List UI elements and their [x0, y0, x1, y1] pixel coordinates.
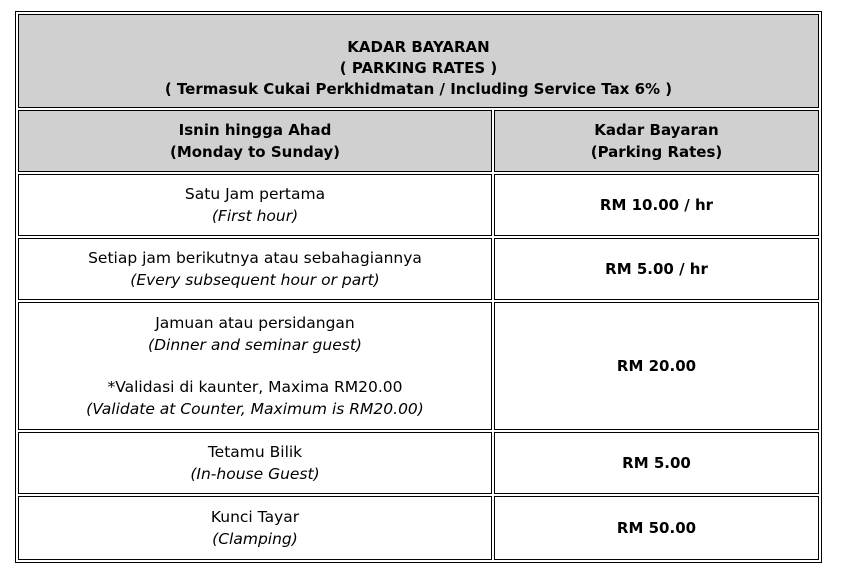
row-4-rate: RM 5.00	[622, 454, 691, 472]
row-3-english: (Dinner and seminar guest)	[148, 336, 362, 354]
row-3-description	[18, 302, 492, 430]
row-1-english: (First hour)	[211, 207, 299, 225]
row-5-rate: RM 50.00	[616, 519, 697, 537]
row-1-rate-cell	[494, 174, 819, 236]
row-2-rate: RM 5.00 / hr	[605, 260, 708, 278]
row-3-note-english: (Validate at Counter, Maximum is RM20.00)	[86, 400, 424, 418]
row-4-rate-cell	[494, 432, 819, 494]
row-4-english: (In-house Guest)	[190, 465, 320, 483]
row-1-malay: Satu Jam pertama	[184, 185, 326, 203]
row-3-rate-cell	[494, 302, 819, 430]
row-1-rate: RM 10.00 / hr	[599, 196, 714, 214]
row-4-description	[18, 432, 492, 494]
row-2-rate-cell	[494, 238, 819, 300]
table-title	[18, 14, 819, 108]
row-2-english: (Every subsequent hour or part)	[130, 271, 380, 289]
title-line-3: ( Termasuk Cukai Perkhidmatan / Including Service Tax 6% )	[164, 79, 673, 98]
header-days	[18, 110, 492, 172]
row-5-malay: Kunci Tayar	[210, 508, 300, 526]
row-1-description	[18, 174, 492, 236]
row-5-rate-cell	[494, 496, 819, 560]
title-line-1: KADAR BAYARAN	[347, 37, 490, 56]
row-3-rate: RM 20.00	[616, 357, 697, 375]
row-5-description	[18, 496, 492, 560]
row-4-malay: Tetamu Bilik	[207, 443, 303, 461]
row-5-english: (Clamping)	[212, 530, 298, 548]
header-days-english: (Monday to Sunday)	[169, 143, 341, 161]
header-days-malay: Isnin hingga Ahad	[178, 121, 332, 139]
header-rates	[494, 110, 819, 172]
title-line-2: ( PARKING RATES )	[339, 58, 498, 77]
header-rates-english: (Parking Rates)	[590, 143, 723, 161]
row-2-malay: Setiap jam berikutnya atau sebahagiannya	[88, 249, 422, 267]
row-2-description	[18, 238, 492, 300]
row-3-note-malay: *Validasi di kaunter, Maxima RM20.00	[107, 378, 403, 396]
header-rates-malay: Kadar Bayaran	[594, 121, 719, 139]
row-3-malay: Jamuan atau persidangan	[155, 314, 355, 332]
parking-rates-table	[15, 11, 822, 563]
